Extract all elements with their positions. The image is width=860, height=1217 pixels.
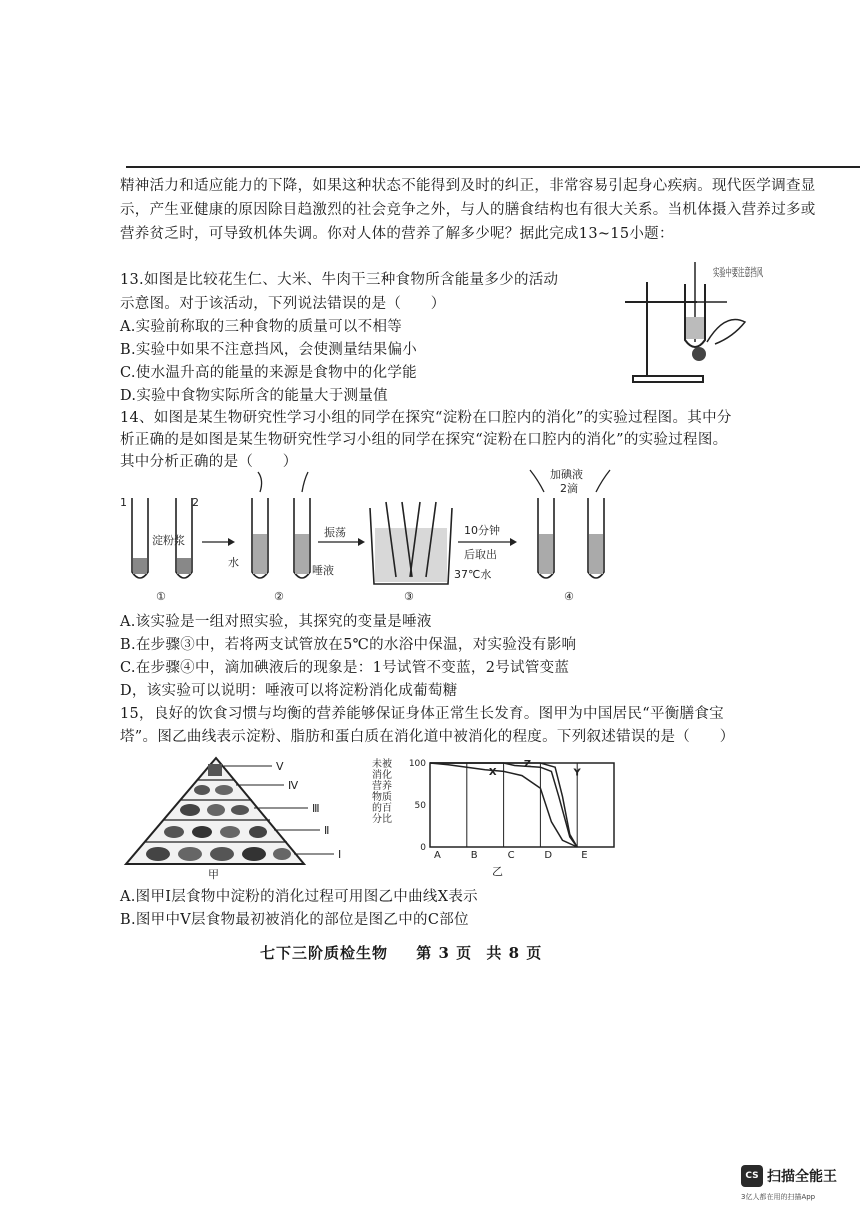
q13-option-b: B.实验中如果不注意挡风，会使测量结果偏小 [120, 342, 418, 358]
q13-option-d: D.实验中食物实际所含的能量大于测量值 [120, 388, 388, 404]
pyramid-level-3: Ⅲ [312, 802, 320, 815]
q14-stem-line3: 其中分析正确的是（ ） [120, 454, 298, 470]
q14-stem-line2: 析正确的是如图是某生物研究性学习小组的同学在探究“淀粉在口腔内的消化”的实验过程图。 [120, 432, 728, 448]
scanner-tagline: 3亿人都在用的扫描App [741, 1193, 816, 1201]
intro-paragraph: 精神活力和适应能力的下降，如果这种状态不能得到及时的纠正，非常容易引起身心疾病。现代医学调查显示，产生亚健康的原因除目趋激烈的社会竞争之外，与人的膳食结构也有很大关系。当机体摄入营养过多或营养贫乏时，可导致机体失调。你对人体的营养了解多少呢？据此完成13~15小题： [120, 178, 816, 242]
q15-option-a: A.图甲Ⅰ层食物中淀粉的消化过程可用图乙中曲线X表示 [120, 889, 478, 905]
pyramid-level-5: V [276, 760, 284, 773]
food-pyramid [118, 752, 358, 882]
q14-option-b: B.在步骤③中，若将两支试管放在5℃的水浴中保温，对实验没有影响 [120, 637, 577, 653]
page-footer [260, 942, 564, 963]
x-category-label: A [434, 850, 441, 861]
water-label: 水 [228, 556, 239, 569]
bath-label: 37℃水 [454, 568, 492, 581]
scanner-name: 扫描全能王 [767, 1169, 837, 1185]
x-category-label: E [581, 850, 588, 861]
takeout-label: 后取出 [464, 548, 497, 561]
y-tick-label: 100 [408, 759, 426, 769]
q14-option-d: D，该实验可以说明：唾液可以将淀粉消化成葡萄糖 [120, 683, 458, 699]
series-label-z: Z [523, 759, 532, 771]
q15-stem-line2: 塔”。图乙曲线表示淀粉、脂肪和蛋白质在消化道中被消化的程度。下列叙述错误的是（ ） [120, 729, 735, 745]
series-label-y: Y [573, 767, 581, 779]
step-3-marker: ③ [404, 590, 414, 603]
q14-stem-line1: 14、如图是某生物研究性学习小组的同学在探究“淀粉在口腔内的消化”的实验过程图。其中分 [120, 410, 732, 426]
saliva-label: 唾液 [312, 564, 334, 577]
iodine-label-line2: 2滴 [560, 482, 578, 495]
q14-option-a: A.该实验是一组对照实验，其探究的变量是唾液 [120, 614, 432, 630]
x-category-label: C [507, 850, 515, 861]
tube-2-label: 2 [192, 496, 199, 509]
pyramid-level-4: Ⅳ [288, 779, 299, 792]
q13-stem-line1: 13.如图是比较花生仁、大米、牛肉干三种食物所含能量多少的活动 [120, 272, 559, 288]
q14-option-c: C.在步骤④中，滴加碘液后的现象是：1号试管不变蓝，2号试管变蓝 [120, 660, 570, 676]
y-tick-label: 0 [420, 843, 426, 853]
pyramid-level-2: Ⅱ [324, 824, 330, 837]
header-rule [126, 166, 860, 168]
starch-label: 淀粉浆 [152, 534, 185, 547]
iodine-label-line1: 加碘液 [550, 468, 583, 481]
q13-figure-label: 实验中要注意挡风 [713, 266, 801, 279]
y-tick-label: 50 [414, 801, 426, 811]
scanner-logo-icon: CS [741, 1165, 763, 1187]
q13-stem-line2: 示意图。对于该活动，下列说法错误的是（ ） [120, 296, 446, 312]
q15-stem-line1: 15，良好的饮食习惯与均衡的营养能够保证身体正常生长发育。图甲为中国居民“平衡膳食宝 [120, 706, 724, 722]
step-4-marker: ④ [564, 590, 574, 603]
calorimeter-figure [615, 262, 801, 387]
pyramid-caption: 甲 [208, 868, 219, 881]
x-category-label: D [544, 850, 553, 861]
y-axis-label: 未被消化营养物质的百分比 [372, 759, 392, 825]
wait-label: 10分钟 [464, 524, 500, 537]
step-2-marker: ② [274, 590, 284, 603]
series-label-x: X [488, 766, 497, 778]
footer-total: 共 8 页 [486, 944, 543, 962]
chart-caption: 乙 [492, 865, 503, 878]
shake-label: 振荡 [324, 526, 346, 539]
step-1-marker: ① [156, 590, 166, 603]
footer-page: 第 3 页 [416, 944, 473, 962]
tube-1-label: 1 [120, 496, 127, 509]
digestion-chart [368, 755, 630, 885]
footer-title: 七下三阶质检生物 [260, 944, 389, 962]
q13-option-a: A.实验前称取的三种食物的质量可以不相等 [120, 319, 403, 335]
x-category-label: B [470, 850, 478, 861]
starch-digestion-figure [118, 462, 638, 607]
q15-option-b: B.图甲中Ⅴ层食物最初被消化的部位是图乙中的C部位 [120, 912, 469, 928]
pyramid-level-1: Ⅰ [338, 848, 342, 861]
q13-option-c: C.使水温升高的能量的来源是食物中的化学能 [120, 365, 417, 381]
